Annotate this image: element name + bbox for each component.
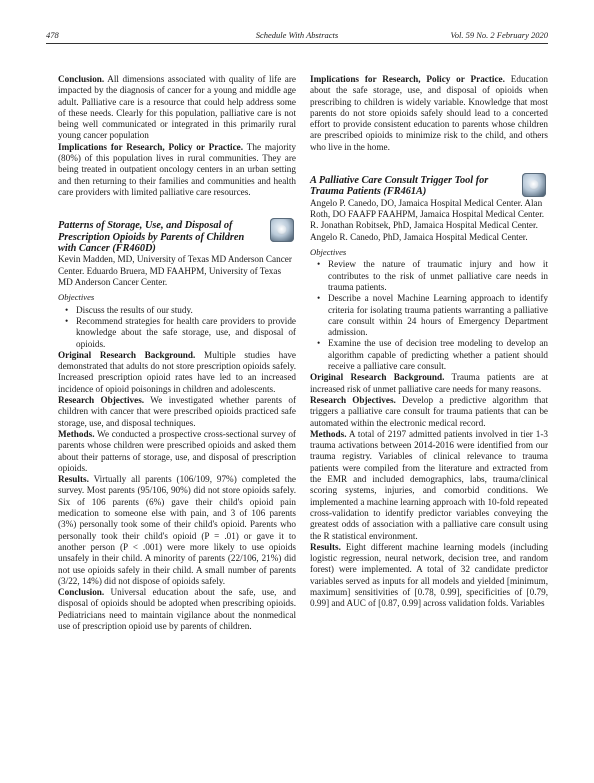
implications-paragraph xyxy=(58,142,296,198)
section-text: A total of 2197 admitted patients involved in tier 1-3 trauma activations between 2014-2016 were identified from our trauma registry. Variables of clinical relevance to trauma patients were compiled from the literature and extracted from the EMR and included demographics, labs, trauma/clinical scoring systems, injuries, and comorbid conditions. We implemented a machine learning approach with 10-fold repeated cross-validation to identify predictor variables conveying the greatest odds of association with a palliative care consult using the R statistical environment. xyxy=(310,428,548,541)
background-paragraph xyxy=(310,372,548,395)
research-objectives-paragraph xyxy=(310,395,548,429)
section-text: Education about the safe storage, use, and disposal of opioids when prescribing to children is widely variable. Knowledge that most parents do not store opioids safely should lead to a concerted effort to provide consistent education to parents whose children are prescribed opioids to minimize risk to the child, and others who live in the home. xyxy=(310,74,549,152)
conclusion-paragraph xyxy=(58,587,296,632)
results-paragraph xyxy=(310,542,548,610)
section-label: Conclusion. xyxy=(58,74,105,84)
objective-item: • Review the nature of traumatic injury and how it contributes to the risk of unmet palliative care needs in trauma patients. xyxy=(310,259,548,293)
abstract-title xyxy=(310,175,548,198)
implications-paragraph xyxy=(310,74,548,153)
section-text: We conducted a prospective cross-sectional survey of parents whose children were prescribed opioids and asked them about their patterns of storage, use, and disposal of prescription opioids. xyxy=(58,428,296,473)
objective-item: • Recommend strategies for health care providers to provide knowledge about the safe storage, use, and disposal of opioids. xyxy=(58,316,296,350)
abstract-title-text: A Palliative Care Consult Trigger Tool for Trauma Patients (FR461A) xyxy=(310,175,489,198)
methods-paragraph xyxy=(310,429,548,542)
background-paragraph xyxy=(58,350,296,395)
abstract-authors: Kevin Madden, MD, University of Texas MD Anderson Cancer Center. Eduardo Bruera, MD FAAHPM, University of Texas MD Anderson Cancer Center. xyxy=(58,254,292,288)
page-number: 478 xyxy=(46,30,59,40)
section-label: Research Objectives. xyxy=(58,395,145,406)
section-label: Research Objectives. xyxy=(310,394,396,405)
objectives-list xyxy=(58,305,296,350)
abstract-title-text: Patterns of Storage, Use, and Disposal of Prescription Opioids by Parents of Children with Cancer (FR460D) xyxy=(58,220,245,255)
section-text: Multiple studies have demonstrated that adults do not store prescription opioids safely. Increased prescription opioid rates have led to an increased incidence of opioid poisonings in children and adolescents. xyxy=(58,349,297,394)
section-label: Conclusion. xyxy=(58,587,105,598)
objective-item: • Examine the use of decision tree modeling to develop an algorithm capable of predicting whether a patient should receive a palliative care consult. xyxy=(310,338,548,372)
right-column xyxy=(310,74,548,610)
section-label: Methods. xyxy=(310,428,347,439)
section-label: Methods. xyxy=(58,428,95,439)
abstract-audio-icon[interactable] xyxy=(270,218,294,242)
volume-issue: Vol. 59 No. 2 February 2020 xyxy=(450,30,548,40)
objective-item: • Describe a novel Machine Learning approach to identify criteria for isolating trauma patients warranting a palliative care consult within 24 hours of Emergency Department admission. xyxy=(310,293,548,338)
section-label: Original Research Background. xyxy=(58,349,196,360)
section-text: We investigated whether parents of children with cancer that were prescribed opioids practiced safe storage, use, and disposal techniques. xyxy=(58,395,297,428)
conclusion-paragraph xyxy=(58,74,296,142)
section-text: All dimensions associated with quality of life are impacted by the diagnosis of cancer for a young and middle age adult. Palliative care is a resource that could help address some of these needs. Clearly for this population, palliative care is not being well communicated or integrated in this primarily rural young cancer population xyxy=(58,74,296,141)
section-text: The majority (80%) of this population lives in rural communities. They are being treated in outpatient oncology centers in an urban setting and then returning to their families and communities and health care providers with limited palliative care resources. xyxy=(58,141,296,197)
section-label: Results. xyxy=(58,474,89,485)
objectives-heading: Objectives xyxy=(310,247,347,258)
section-label: Implications for Research, Policy or Practice. xyxy=(58,141,244,152)
objectives-list xyxy=(310,259,548,372)
section-text: Develop a predictive algorithm that triggers a palliative care consult for trauma patients that can be automated within the electronic medical record. xyxy=(310,394,549,428)
results-paragraph xyxy=(58,474,296,587)
abstract-title xyxy=(58,220,296,254)
journal-section-title: Schedule With Abstracts xyxy=(255,30,339,40)
section-text: Trauma patients are at increased risk of unmet palliative care needs for many reasons. xyxy=(310,372,549,394)
objective-item: • Discuss the results of our study. xyxy=(58,305,296,316)
abstract-audio-icon[interactable] xyxy=(522,173,546,197)
section-label: Original Research Background. xyxy=(310,372,445,383)
section-text: Eight different machine learning models (including logistic regression, neural network, decision tree, and random forest) were implemented. A total of 32 candidate predictor variables served as inputs for all models and yielded [minimum, maximum] sensitivities of [0.78, 0.99], specificities of [0.79, 0.99] and AUC of [0.87, 0.99] across validation folds. Variables xyxy=(310,541,548,609)
section-text: Virtually all parents (106/109, 97%) completed the survey. Most parents (95/106, 90%) did not store opioids safely. Six of 106 parents (6%) gave their child's opioid pain medication to someone else with pain, and 3 of 106 parents (3%) personally took some of their child's opioid. Parents who personally took their child's opioid (P = .01) or gave it to another person (P < .001) were more likely to use opioids unsafely in their child. A minority of parents (22/106, 21%) did not use opioids safely in their child. A small number of parents (3/22, 14%) did not dispose of opioids safely. xyxy=(58,474,296,586)
left-column xyxy=(58,74,296,632)
methods-paragraph xyxy=(58,429,296,474)
objectives-heading: Objectives xyxy=(58,292,95,303)
section-label: Results. xyxy=(310,541,341,552)
running-header xyxy=(46,29,548,41)
header-rule xyxy=(46,43,548,44)
section-text: Universal education about the safe, use, and disposal of opioids should be adopted when prescribing opioids. Pediatricians need to maintain vigilance about the nonmedical use of prescription opioid use by parents of children. xyxy=(58,587,296,631)
research-objectives-paragraph xyxy=(58,395,296,429)
section-label: Implications for Research, Policy or Practice. xyxy=(310,74,505,84)
abstract-authors: Angelo P. Canedo, DO, Jamaica Hospital Medical Center. Alan Roth, DO FAAFP FAAHPM, Jamaica Hospital Medical Center. R. Jonathan Robitsek, PhD, Jamaica Hospital Medical Center. Angelo R. Canedo, PhD, Jamaica Hospital Medical Center. xyxy=(310,197,545,242)
